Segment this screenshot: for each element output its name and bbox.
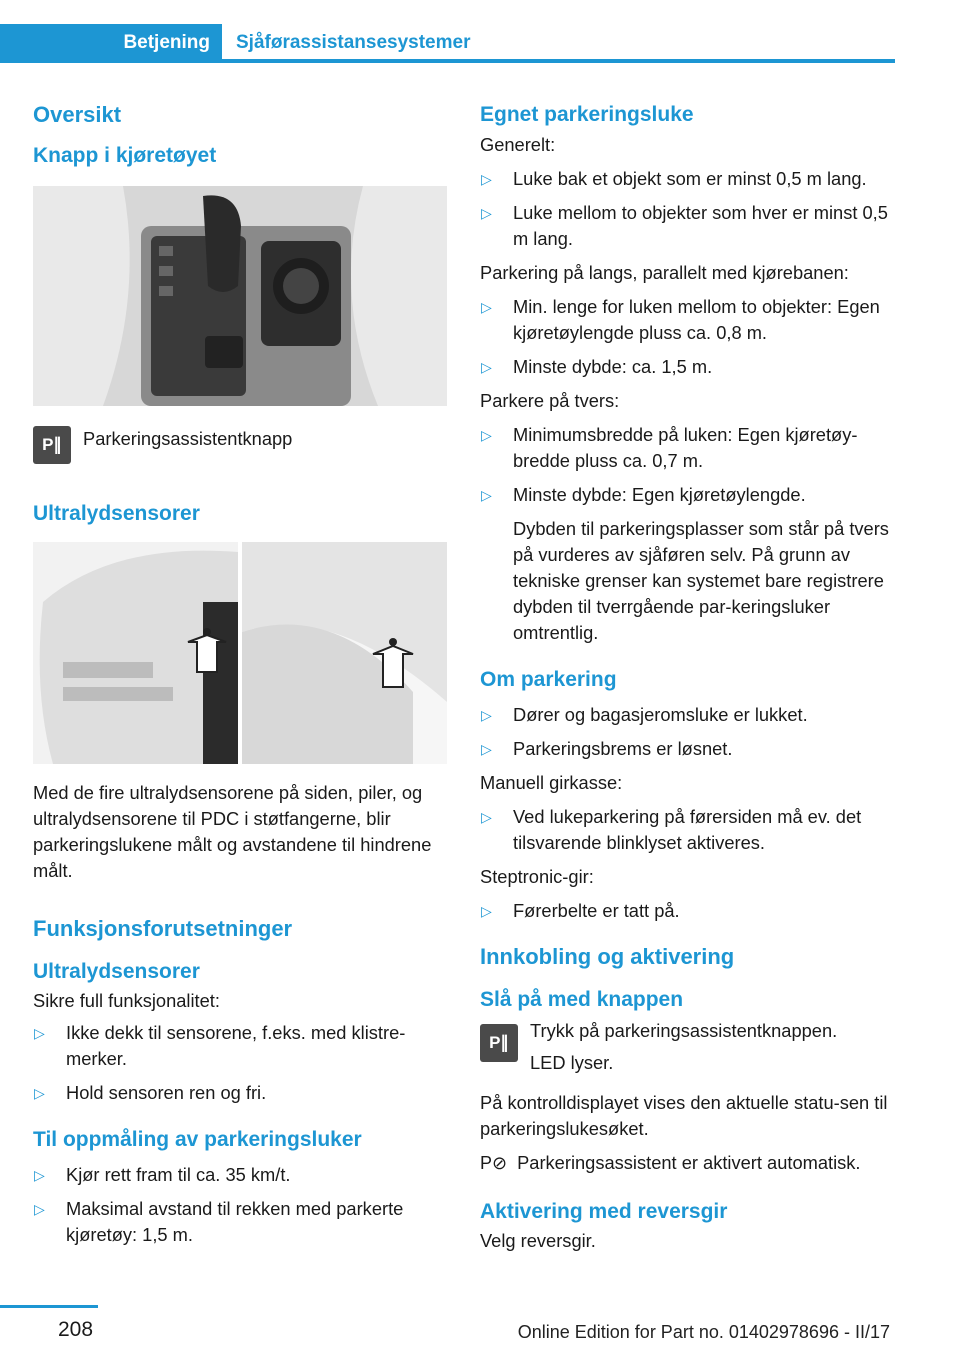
- heading-om-parkering: Om parkering: [480, 668, 617, 691]
- bullet-icon: ▷: [34, 1201, 45, 1217]
- list-item: ▷ Dører og bagasjeromsluke er lukket.: [480, 702, 895, 728]
- ultra-text: Med de fire ultralydsensorene på siden, piler, og ultralydsensorene til PDC i støtfangerne, blir parkeringslukene målt og avstandene til hindrene målt.: [33, 782, 432, 881]
- heading-ultralyd: Ultralydsensorer: [33, 502, 200, 525]
- tab-betjening[interactable]: Betjening: [0, 24, 222, 62]
- edition-text: Online Edition for Part no. 01402978696 - II/17: [517, 1322, 890, 1342]
- bullet-icon: ▷: [481, 707, 492, 723]
- console-photo: [33, 186, 447, 406]
- list-item: ▷ Minimumsbredde på luken: Egen kjøretøy-bredde pluss ca. 0,7 m.: [481, 424, 858, 471]
- kontroll-text: På kontrolldisplayet vises den aktuelle statu-sen til parkeringslukesøket.: [480, 1092, 888, 1139]
- list-item: ▷ Ikke dekk til sensorene, f.eks. med klistre-merker.: [34, 1022, 406, 1069]
- generelt-list: [480, 166, 895, 252]
- sikre-list: [33, 1020, 447, 1106]
- tvers-list: [480, 422, 895, 508]
- bullet-icon: ▷: [34, 1167, 45, 1183]
- console-illustration: [33, 186, 447, 406]
- left-column: [33, 98, 447, 1248]
- footer-rule: [0, 1305, 98, 1308]
- button-caption: Parkeringsassistentknapp: [83, 428, 293, 449]
- bullet-icon: ▷: [481, 487, 492, 503]
- generelt-text: Generelt:: [480, 134, 556, 155]
- list-item: ▷ Luke bak et objekt som er minst 0,5 m lang.: [480, 166, 895, 192]
- list-item: ▷ Ved lukeparkering på førersiden må ev. det tilsvarende blinklyset aktiveres.: [481, 806, 862, 853]
- bullet-icon: ▷: [34, 1025, 45, 1041]
- bullet-icon: ▷: [34, 1085, 45, 1101]
- heading-ultralyd-2: Ultralydsensorer: [33, 960, 200, 983]
- page-number: 208: [58, 1318, 94, 1341]
- velg-text: Velg reversgir.: [480, 1230, 596, 1251]
- heading-oversikt: Oversikt: [33, 102, 122, 127]
- list-item: ▷ Kjør rett fram til ca. 35 km/t.: [33, 1162, 447, 1188]
- heading-knapp: Knapp i kjøretøyet: [33, 144, 217, 167]
- om-list: [480, 702, 895, 762]
- bullet-icon: ▷: [481, 741, 492, 757]
- parking-assistant-icon: P∥: [33, 426, 71, 464]
- langs-list: [480, 294, 895, 380]
- right-column: [480, 98, 895, 1254]
- list-item: ▷ Minste dybde: Egen kjøretøylengde.: [480, 482, 895, 508]
- list-item: ▷ Førerbelte er tatt på.: [480, 898, 895, 924]
- langs-text: Parkering på langs, parallelt med kjørebanen:: [480, 262, 849, 283]
- manuell-list: [480, 804, 895, 856]
- bullet-icon: ▷: [481, 171, 492, 187]
- tab-section[interactable]: Sjåførassistansesystemer: [236, 32, 471, 53]
- bullet-icon: ▷: [481, 809, 492, 825]
- heading-oppmaling: Til oppmåling av parkeringsluker: [33, 1128, 362, 1151]
- list-item: ▷ Min. lenge for luken mellom to objekter: Egen kjøretøylengde pluss ca. 0,8 m.: [481, 296, 880, 343]
- caption-row: [33, 426, 447, 464]
- trykk-text: Trykk på parkeringsassistentknappen.: [530, 1020, 838, 1041]
- steptronic-list: [480, 898, 895, 924]
- heading-funksjon: Funksjonsforutsetninger: [33, 916, 293, 941]
- bullet-icon: ▷: [481, 359, 492, 375]
- list-item: ▷ Maksimal avstand til rekken med parkerte kjøretøy: 1,5 m.: [34, 1198, 404, 1245]
- heading-innkobling: Innkobling og aktivering: [480, 944, 735, 969]
- bullet-icon: ▷: [481, 299, 492, 315]
- list-item: ▷ Minste dybde: ca. 1,5 m.: [480, 354, 895, 380]
- list-item: ▷ Parkeringsbrems er løsnet.: [480, 736, 895, 762]
- tvers-note: Dybden til parkeringsplasser som står på tvers på vurderes av sjåføren selv. På grunn av tekniske grenser kan systemet bare registrere dybden til tverrgående par-keringsluker omtrentlig.: [513, 518, 889, 643]
- sensor-illustration: [33, 542, 447, 764]
- bullet-icon: ▷: [481, 205, 492, 221]
- list-item: ▷ Luke mellom to objekter som hver er minst 0,5 m lang.: [481, 202, 888, 249]
- trykk-row: [480, 1018, 895, 1076]
- bullet-icon: ▷: [481, 427, 492, 443]
- steptronic-text: Steptronic-gir:: [480, 866, 594, 887]
- auto-row: [480, 1150, 895, 1176]
- manuell-text: Manuell girkasse:: [480, 772, 623, 793]
- sikre-text: Sikre full funksjonalitet:: [33, 990, 220, 1011]
- heading-aktivering: Aktivering med reversgir: [480, 1200, 728, 1223]
- heading-sla-pa: Slå på med knappen: [480, 988, 684, 1011]
- tvers-text: Parkere på tvers:: [480, 390, 620, 411]
- auto-text: Parkeringsassistent er aktivert automatisk.: [517, 1152, 861, 1173]
- heading-egnet: Egnet parkeringsluke: [480, 103, 694, 126]
- led-text: LED lyser.: [530, 1052, 614, 1073]
- parking-assistant-icon: P∥: [480, 1024, 518, 1062]
- oppmaling-list: [33, 1162, 447, 1248]
- parking-sensor-icon: P⊘: [480, 1153, 508, 1173]
- sensor-photo: [33, 542, 447, 764]
- list-item: ▷ Hold sensoren ren og fri.: [33, 1080, 447, 1106]
- bullet-icon: ▷: [481, 903, 492, 919]
- header-rule: [0, 59, 895, 63]
